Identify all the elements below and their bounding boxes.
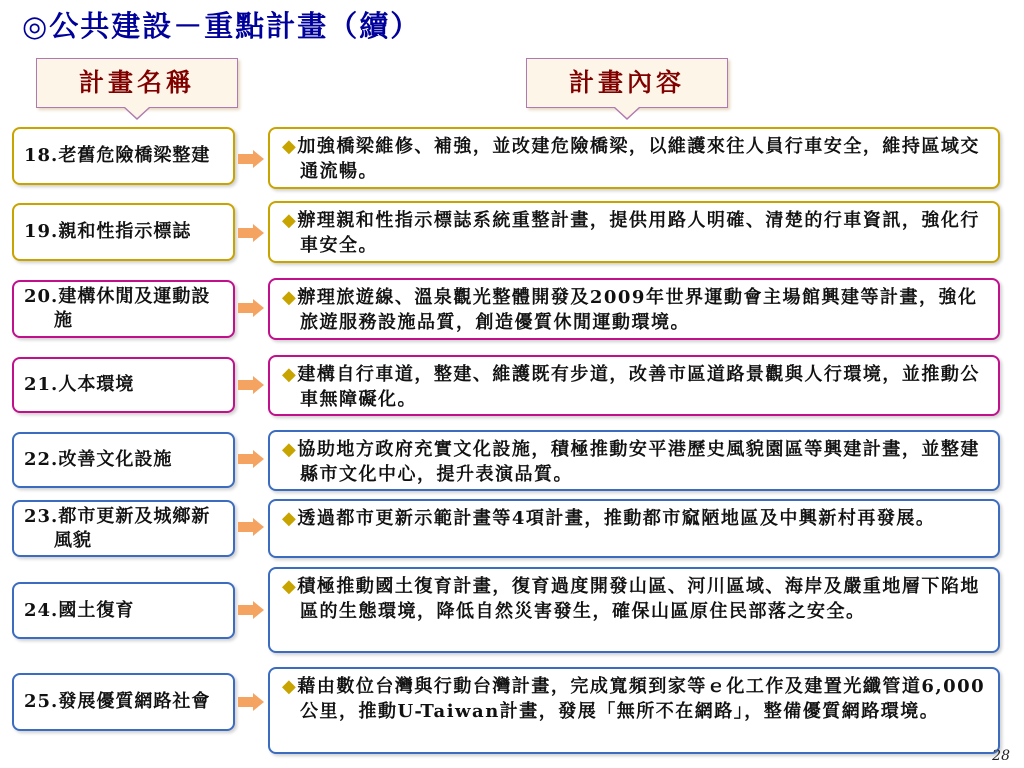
header-plan-name: 計畫名稱 (36, 58, 238, 108)
diamond-bullet-icon: ◆ (282, 676, 298, 697)
diamond-bullet-icon: ◆ (282, 576, 298, 597)
diamond-bullet-icon: ◆ (282, 210, 298, 231)
plan-content-text: 透過都市更新示範計畫等4項計畫，推動都市窳陋地區及中興新村再發展。 (297, 508, 936, 529)
plan-content-text: 積極推動國土復育計畫，復育過度開發山區、河川區域、海岸及嚴重地層下陷地區的生態環境，降低自然災害發生，確保山區原住民部落之安全。 (297, 576, 980, 622)
plan-name-label: 21.人本環境 (24, 374, 135, 395)
arrow-right-icon (238, 450, 264, 468)
plan-name-20 (12, 280, 235, 338)
plan-name-24 (12, 582, 235, 639)
plan-content-19 (268, 201, 1000, 263)
arrow-right-icon (238, 601, 264, 619)
plan-content-24 (268, 567, 1000, 653)
plan-content-text: 建構自行車道，整建、維護既有步道，改善市區道路景觀與人行環境，並推動公車無障礙化。 (297, 364, 980, 410)
plan-content-25 (268, 667, 1000, 754)
plan-name-25 (12, 673, 235, 731)
arrow-right-icon (238, 518, 264, 536)
plan-content-text: 辦理親和性指示標誌系統重整計畫，提供用路人明確、清楚的行車資訊，強化行車安全。 (297, 210, 980, 256)
diamond-bullet-icon: ◆ (282, 439, 298, 460)
plan-content-18 (268, 127, 1000, 189)
plan-content-20 (268, 278, 1000, 340)
arrow-right-icon (238, 150, 264, 168)
plan-name-18 (12, 127, 235, 185)
diamond-bullet-icon: ◆ (282, 136, 298, 157)
diamond-bullet-icon: ◆ (282, 508, 298, 529)
page-title: ◎公共建設－重點計畫（續） (22, 9, 422, 43)
plan-name-label: 18.老舊危險橋梁整建 (24, 145, 211, 166)
plan-content-text: 藉由數位台灣與行動台灣計畫，完成寬頻到家等ｅ化工作及建置光纖管道6,000公里，推動U-Taiwan計畫，發展「無所不在網路」，整備優質網路環境。 (297, 676, 986, 722)
plan-name-23 (12, 500, 235, 557)
header-plan-content: 計畫內容 (526, 58, 728, 108)
plan-content-23 (268, 499, 1000, 558)
page-number: 28 (992, 748, 1010, 764)
plan-name-label: 25.發展優質網路社會 (24, 691, 211, 712)
diamond-bullet-icon: ◆ (282, 364, 298, 385)
arrow-right-icon (238, 693, 264, 711)
plan-name-label: 20.建構休閒及運動設施 (24, 286, 211, 331)
plan-name-label: 23.都市更新及城鄉新風貌 (24, 505, 211, 551)
arrow-right-icon (238, 299, 264, 317)
plan-content-text: 加強橋梁維修、補強，並改建危險橋梁，以維護來往人員行車安全，維持區域交通流暢。 (297, 136, 980, 182)
plan-content-21 (268, 355, 1000, 416)
plan-content-text: 協助地方政府充實文化設施，積極推動安平港歷史風貌園區等興建計畫，並整建縣市文化中心，提升表演品質。 (297, 439, 980, 485)
arrow-right-icon (238, 376, 264, 394)
plan-name-19 (12, 203, 235, 261)
diamond-bullet-icon: ◆ (282, 287, 298, 308)
plan-name-label: 22.改善文化設施 (24, 449, 173, 470)
plan-content-22 (268, 430, 1000, 491)
plan-name-21 (12, 357, 235, 413)
plan-name-label: 19.親和性指示標誌 (24, 221, 192, 242)
plan-content-text: 辦理旅遊線、溫泉觀光整體開發及2009年世界運動會主場館興建等計畫，強化旅遊服務設施品質，創造優質休閒運動環境。 (297, 287, 978, 333)
plan-name-22 (12, 432, 235, 488)
arrow-right-icon (238, 224, 264, 242)
plan-name-label: 24.國土復育 (24, 599, 135, 621)
